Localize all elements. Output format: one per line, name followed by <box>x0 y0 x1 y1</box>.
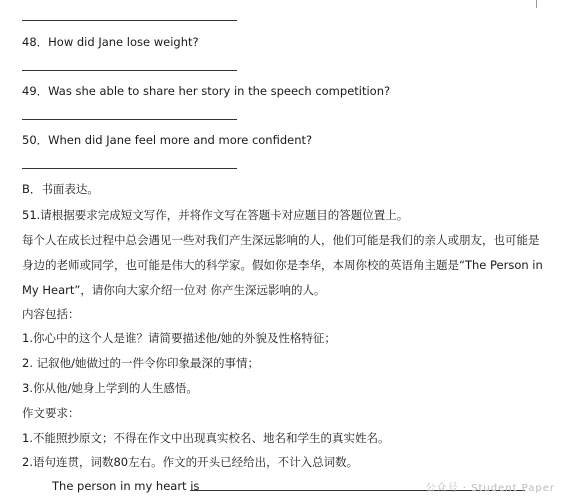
content-item-2: 2. 记叙他/她做过的一件令你印象最深的事情； <box>22 356 259 370</box>
question-49: 49．Was she able to share her story in the speech competition? <box>22 84 391 98</box>
answer-line-50[interactable] <box>22 168 237 169</box>
page-edge-marker <box>536 0 537 8</box>
answer-line-47[interactable] <box>22 20 237 21</box>
requirements-heading: 作文要求： <box>22 406 80 420</box>
answer-line-48[interactable] <box>22 70 237 71</box>
watermark: 公众号 · Student Paper <box>425 483 555 494</box>
prompt-line-3: My Heart”，请你向大家介绍一位对 你产生深远影响的人。 <box>22 283 326 297</box>
content-heading: 内容包括： <box>22 307 80 321</box>
question-51-intro: 51.请根据要求完成短文写作，并将作文写在答题卡对应题目的答题位置上。 <box>22 208 409 222</box>
section-b-heading: B．书面表达。 <box>22 182 99 196</box>
essay-start-text: The person in my heart is <box>52 479 200 493</box>
requirement-2: 2.语句连贯，词数80左右。作文的开头已经给出，不计入总词数。 <box>22 455 359 469</box>
prompt-line-2: 身边的老师或同学，也可能是伟大的科学家。假如你是李华，本周你校的英语角主题是“The Person in <box>22 258 543 272</box>
requirement-1: 1.不能照抄原文；不得在作文中出现真实校名、地名和学生的真实姓名。 <box>22 431 390 445</box>
prompt-line-1: 每个人在成长过程中总会遇见一些对我们产生深远影响的人，他们可能是我们的亲人或朋友，也可能是 <box>22 233 540 247</box>
content-item-3: 3.你从他/她身上学到的人生感悟。 <box>22 381 198 395</box>
answer-line-49[interactable] <box>22 119 237 120</box>
question-48: 48．How did Jane lose weight? <box>22 35 199 49</box>
question-50: 50．When did Jane feel more and more confident? <box>22 133 313 147</box>
content-item-1: 1.你心中的这个人是谁？请简要描述他/她的外貌及性格特征； <box>22 331 336 345</box>
